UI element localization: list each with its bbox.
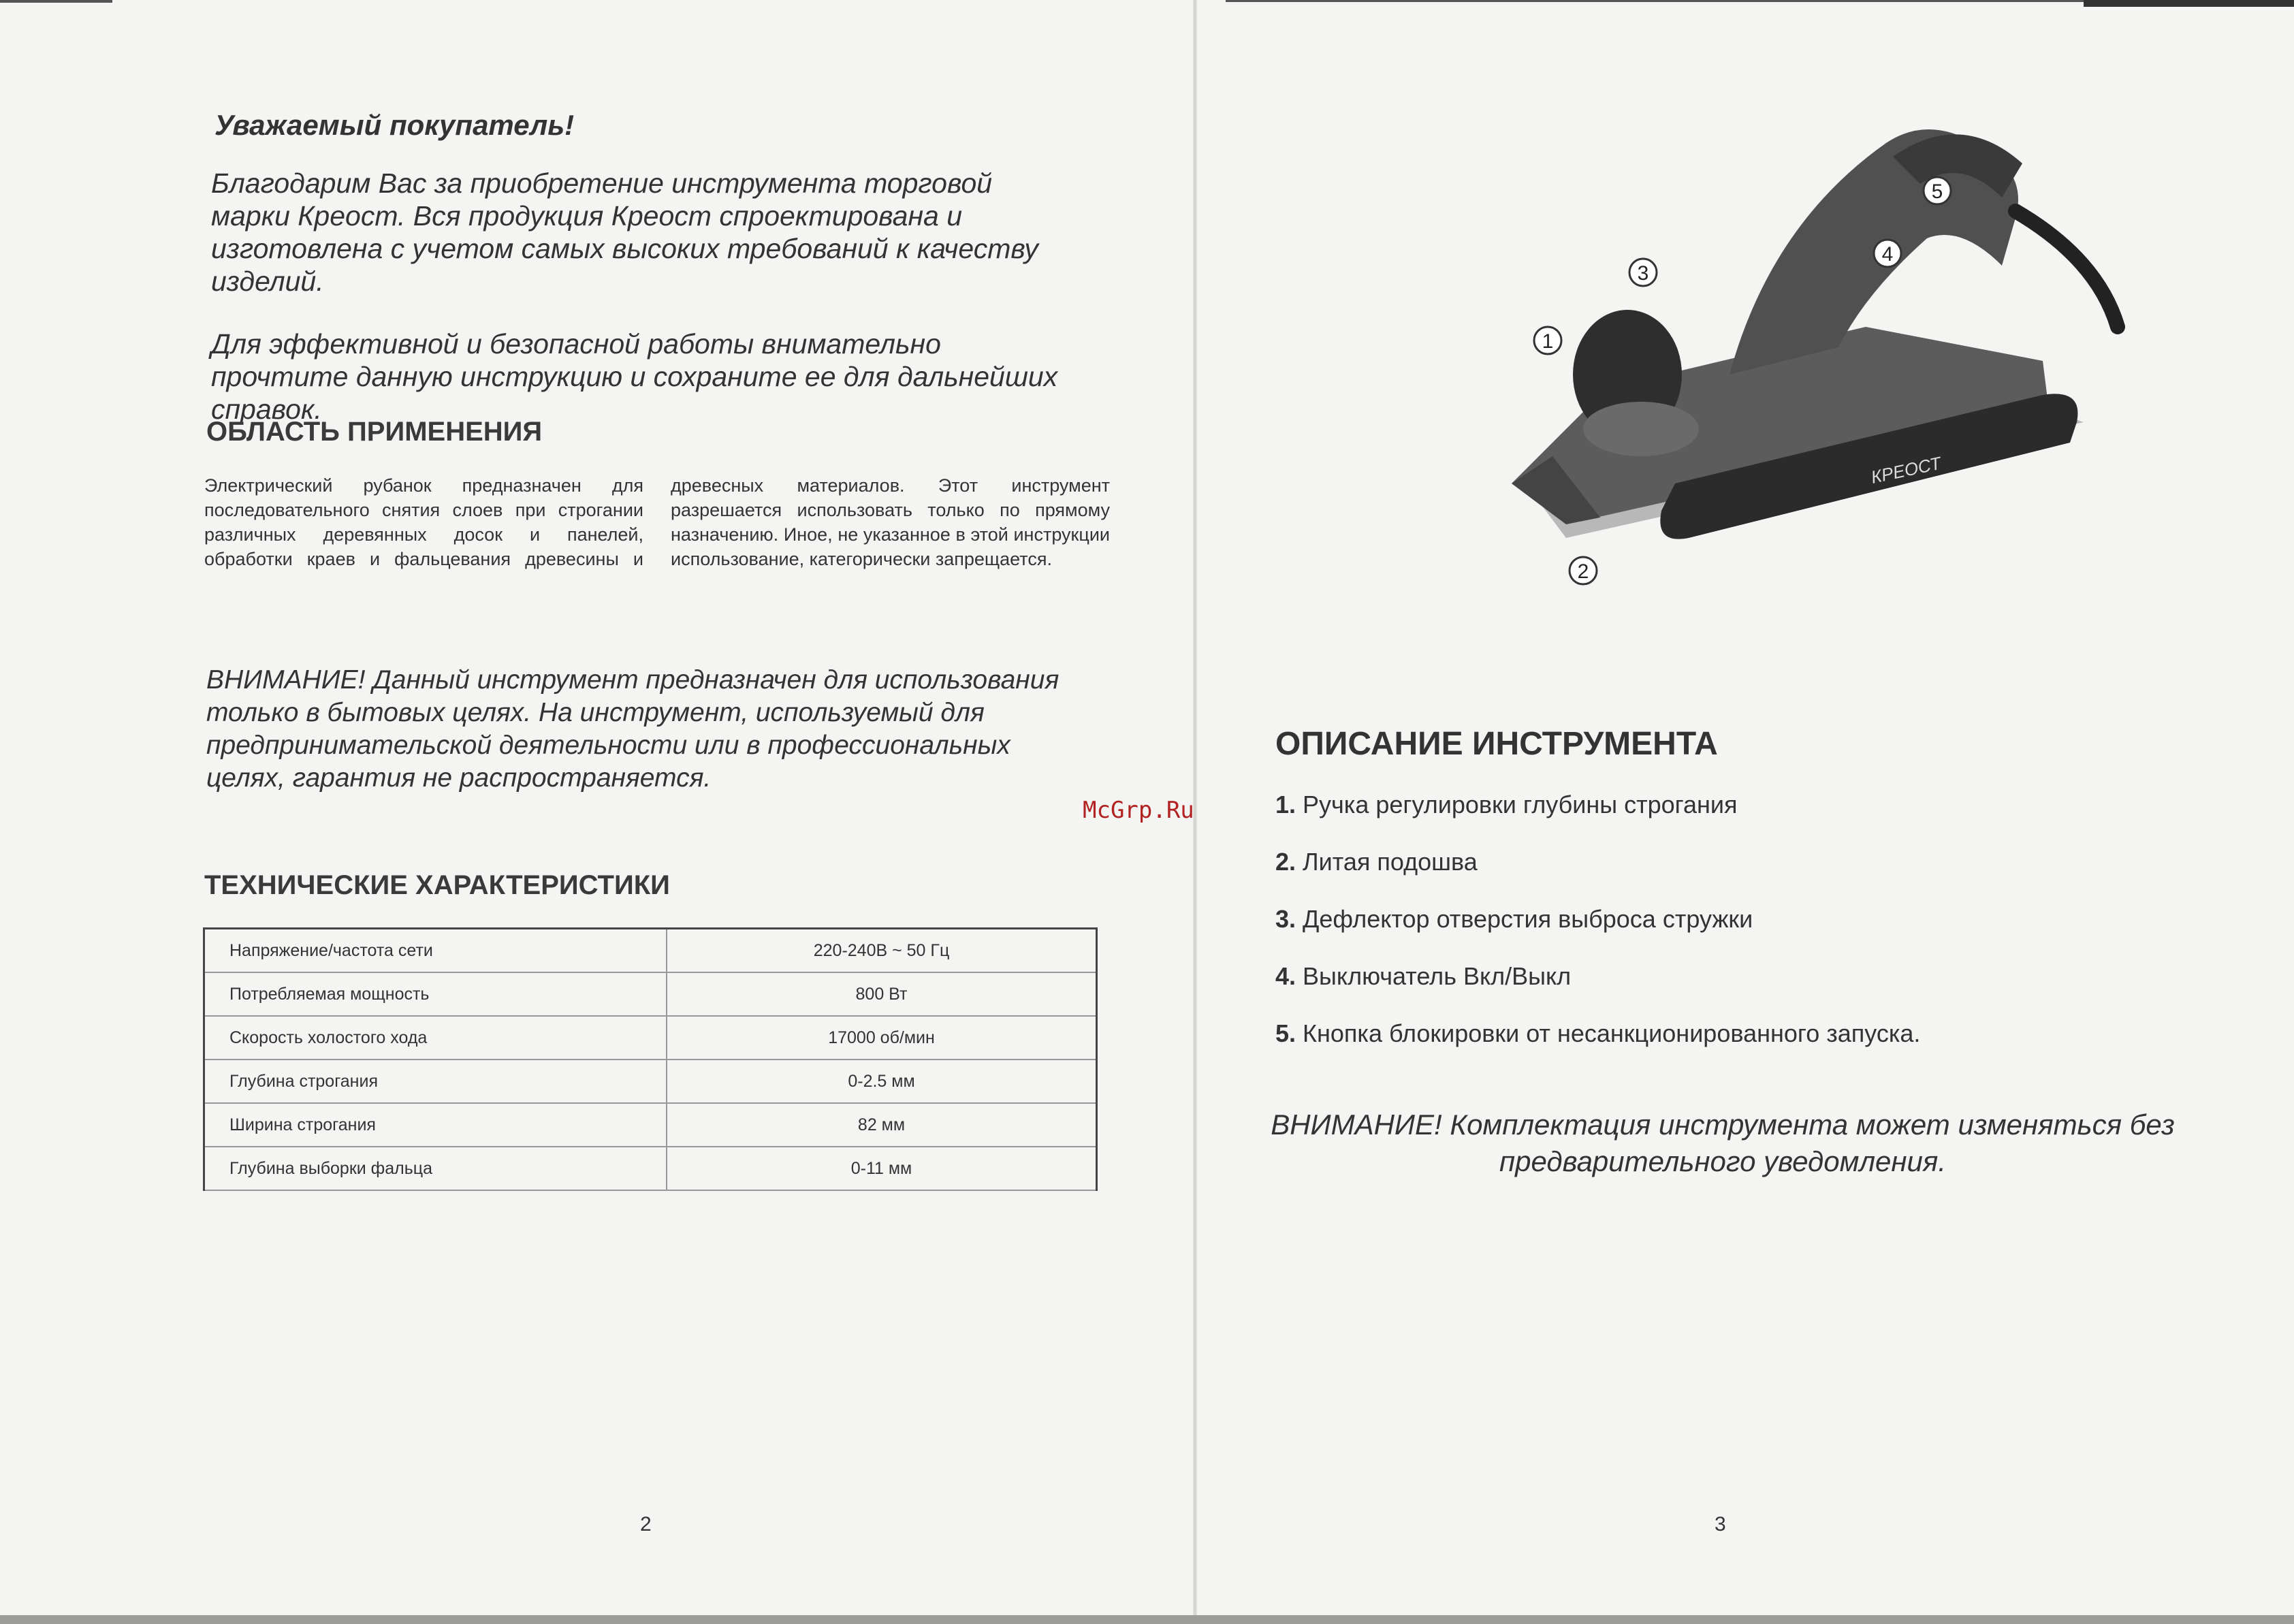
part-text: Ручка регулировки глубины строгания [1303, 791, 1738, 818]
spec-label: Напряжение/частота сети [204, 929, 667, 973]
table-row [204, 1016, 1097, 1060]
callout-5 [1924, 177, 1951, 204]
list-item [1275, 790, 1920, 847]
planer-cable [2016, 211, 2118, 327]
part-text: Литая подошва [1303, 848, 1478, 876]
svg-text:5: 5 [1931, 180, 1943, 203]
specs-heading: ТЕХНИЧЕСКИЕ ХАРАКТЕРИСТИКИ [204, 870, 670, 900]
spec-value: 800 Вт [667, 972, 1097, 1016]
list-item [1275, 961, 1920, 1019]
intro-paragraph: Для эффективной и безопасной работы внимательно прочтите данную инструкцию и сохраните ее для дальнейших справок. [211, 328, 1058, 425]
spec-label: Скорость холостого хода [204, 1016, 667, 1060]
callout-1 [1534, 327, 1561, 354]
table-row [204, 972, 1097, 1016]
callout-2 [1570, 557, 1597, 584]
svg-text:4: 4 [1881, 243, 1894, 266]
table-row [204, 1060, 1097, 1103]
svg-text:3: 3 [1637, 262, 1649, 285]
parts-list [1275, 790, 1920, 1076]
specs-table [203, 927, 1098, 1191]
part-number: 5. [1275, 1019, 1296, 1047]
page-number: 3 [1715, 1513, 1726, 1535]
part-number: 2. [1275, 848, 1296, 876]
spec-value: 0-2.5 мм [667, 1060, 1097, 1103]
intro-paragraph: Благодарим Вас за приобретение инструмента торговой марки Креост. Вся продукция Креост спроектирована и изготовлена с учетом самых высоких требований к качеству изделий. [211, 168, 1038, 297]
greeting: Уважаемый покупатель! [214, 109, 575, 141]
part-text: Кнопка блокировки от несанкционированного запуска. [1303, 1019, 1921, 1047]
watermark: McGrp.Ru [1083, 797, 1194, 824]
spec-value: 220-240В ~ 50 Гц [667, 929, 1097, 973]
spec-label: Потребляемая мощность [204, 972, 667, 1016]
planer-brand: КРЕОСТ [1869, 452, 1943, 488]
spec-value: 17000 об/мин [667, 1016, 1097, 1060]
spec-label: Ширина строгания [204, 1103, 667, 1147]
callout-4 [1874, 240, 1901, 267]
part-number: 4. [1275, 962, 1296, 990]
scope-heading: ОБЛАСТЬ ПРИМЕНЕНИЯ [206, 417, 543, 447]
table-row [204, 929, 1097, 973]
description-heading: ОПИСАНИЕ ИНСТРУМЕНТА [1275, 726, 1718, 762]
completeness-warning: ВНИМАНИЕ! Комплектация инструмента может изменяться без предварительного уведомления. [1271, 1109, 2175, 1177]
intro-text [211, 167, 1069, 456]
spec-value: 0-11 мм [667, 1147, 1097, 1190]
svg-text:2: 2 [1577, 560, 1589, 583]
part-number: 1. [1275, 791, 1296, 818]
svg-text:1: 1 [1542, 330, 1554, 353]
spec-label: Глубина строгания [204, 1060, 667, 1103]
planer-illustration [1484, 102, 2152, 592]
spec-value: 82 мм [667, 1103, 1097, 1147]
list-item [1275, 904, 1920, 961]
scope-text: Электрический рубанок предназначен для последовательного снятия слоев при строгании различных деревянных досок и панелей, обработки краев и фальцевания древесины и древесных материалов. Этот инструмент разрешается использовать только по прямому назначению. Иное, не указанное в этой инструкции использование, категорически запрещается. [204, 475, 1110, 569]
callout-3 [1629, 259, 1657, 286]
scan-edge-bottom [0, 1615, 2294, 1624]
list-item [1275, 1019, 1920, 1076]
usage-warning: ВНИМАНИЕ! Данный инструмент предназначен для использования только в бытовых целях. На инструмент, используемый для предпринимательской деятельности или в профессиональных целях, гарантия не распространяется. [206, 665, 1060, 793]
table-row [204, 1147, 1097, 1190]
spec-label: Глубина выборки фальца [204, 1147, 667, 1190]
part-text: Дефлектор отверстия выброса стружки [1303, 905, 1753, 933]
list-item [1275, 847, 1920, 904]
page-number: 2 [640, 1513, 652, 1535]
part-number: 3. [1275, 905, 1296, 933]
part-text: Выключатель Вкл/Выкл [1303, 962, 1572, 990]
table-row [204, 1103, 1097, 1147]
